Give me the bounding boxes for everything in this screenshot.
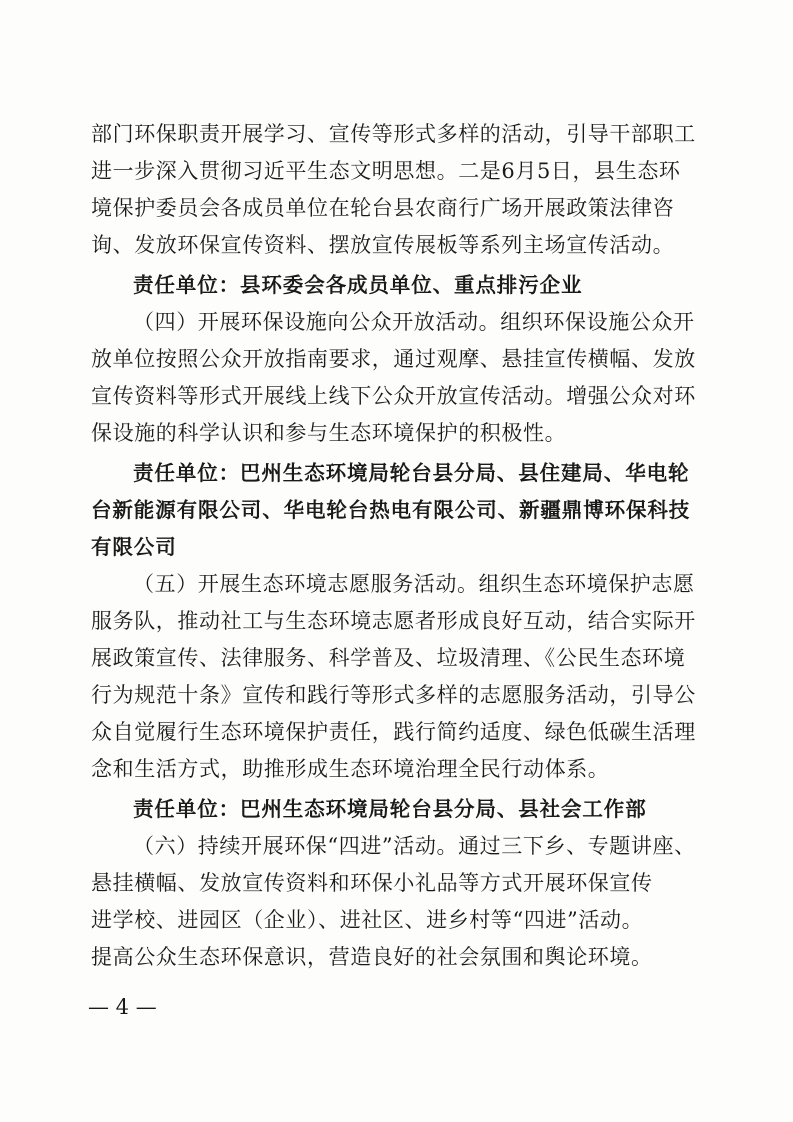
body-line: 宣传资料等形式开展线上线下公众开放宣传活动。增强公众对环 bbox=[91, 384, 696, 408]
body-line: 部门环保职责开展学习、宣传等形式多样的活动，引导干部职工 bbox=[91, 122, 696, 146]
body-line: 众自觉履行生态环境保护责任，践行简约适度、绿色低碳生活理 bbox=[91, 720, 696, 744]
body-line: 展政策宣传、法律服务、科学普及、垃圾清理、《公民生态环境 bbox=[91, 646, 686, 670]
body-line: 保设施的科学认识和参与生态环境保护的积极性。 bbox=[91, 421, 567, 445]
section-heading-line: （四）开展环保设施向公众开放活动。组织环保设施公众开 bbox=[133, 310, 695, 334]
responsible-unit-line: 台新能源有限公司、华电轮台热电有限公司、新疆鼎博环保科技 bbox=[91, 498, 691, 522]
body-line: 进一步深入贯彻习近平生态文明思想。二是6月5日，县生态环 bbox=[91, 159, 681, 183]
body-line: 行为规范十条》宣传和践行等形式多样的志愿服务活动，引导公 bbox=[91, 683, 696, 707]
body-line: 服务队，推动社工与生态环境志愿者形成良好互动，结合实际开 bbox=[91, 609, 696, 633]
responsible-unit-line: 有限公司 bbox=[91, 535, 177, 559]
body-line: 放单位按照公众开放指南要求，通过观摩、悬挂宣传横幅、发放 bbox=[91, 347, 696, 371]
document-body bbox=[91, 116, 701, 976]
responsible-unit-line: 责任单位：县环委会各成员单位、重点排污企业 bbox=[133, 273, 583, 297]
body-line: 提高公众生态环保意识，营造良好的社会氛围和舆论环境。 bbox=[91, 945, 653, 969]
section-heading-line: （六）持续开展环保“四进”活动。通过三下乡、专题讲座、 bbox=[133, 834, 696, 858]
responsible-unit-line: 责任单位：巴州生态环境局轮台县分局、县住建局、华电轮 bbox=[133, 461, 690, 485]
responsible-unit-line: 责任单位：巴州生态环境局轮台县分局、县社会工作部 bbox=[133, 797, 647, 821]
body-line: 悬挂横幅、发放宣传资料和环保小礼品等方式开展环保宣传 bbox=[91, 871, 653, 895]
body-line: 进学校、进园区（企业）、进社区、进乡村等“四进”活动。 bbox=[91, 908, 644, 932]
body-line: 念和生活方式，助推形成生态环境治理全民行动体系。 bbox=[91, 757, 610, 781]
page-number: — 4 — bbox=[88, 995, 157, 1019]
body-line: 询、发放环保宣传资料、摆放宣传展板等系列主场宣传活动。 bbox=[91, 233, 675, 257]
body-line: 境保护委员会各成员单位在轮台县农商行广场开展政策法律咨 bbox=[91, 196, 675, 220]
section-heading-line: （五）开展生态环境志愿服务活动。组织生态环境保护志愿 bbox=[133, 572, 695, 596]
